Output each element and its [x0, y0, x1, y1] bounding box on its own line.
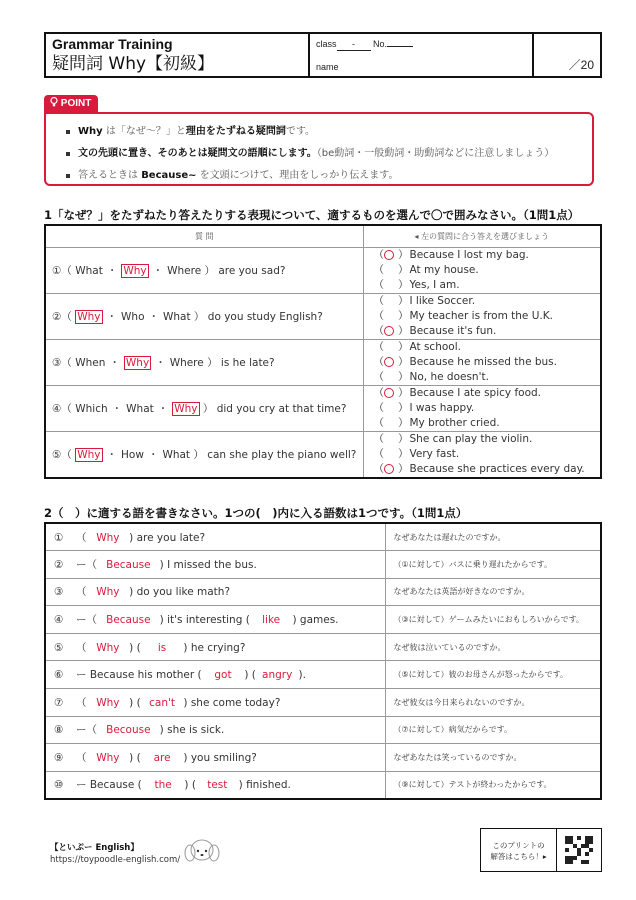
answer-cell [363, 339, 601, 385]
exercise-text: ) ( [181, 779, 200, 792]
answer-bracket[interactable] [374, 370, 410, 385]
choice-correct[interactable]: Why [125, 356, 150, 369]
exercise-number: ⑧ [54, 724, 64, 737]
question-row [45, 431, 601, 478]
bracket-open: （ [373, 401, 384, 414]
bracket-close: ） [398, 370, 409, 383]
brand-name: 【といぷー English】 [50, 843, 139, 853]
bracket-open: （ [61, 356, 76, 369]
question-text: are you sad? [215, 264, 286, 277]
exercise-text: ) it's interesting ( [156, 614, 254, 627]
name-label: name [316, 62, 339, 72]
exercise-number: ③ [54, 586, 64, 599]
choice[interactable]: What [126, 402, 154, 415]
choice-correct[interactable]: Why [77, 310, 101, 323]
answer-cell [363, 431, 601, 478]
title-japanese: 疑問詞 Why【初級】 [52, 54, 215, 74]
worksheet-header [44, 32, 602, 78]
bracket-open: （ [373, 309, 384, 322]
choice[interactable]: Where [167, 264, 202, 277]
no-label: No. [373, 39, 388, 49]
answer-option[interactable] [374, 370, 601, 385]
bracket-close: ） [398, 355, 409, 368]
choice-separator: ・ [152, 264, 164, 277]
answer-blank[interactable]: Because [106, 614, 151, 627]
answer-cell [363, 293, 601, 339]
exercise-number: ⑨ [54, 752, 64, 765]
exercise-row [45, 771, 601, 799]
point-item [66, 143, 592, 165]
circle-mark-icon [384, 357, 394, 367]
exercise-text: ー（ [76, 558, 101, 571]
exercise-text: ) ( [240, 669, 260, 682]
exercise-number: ② [54, 558, 64, 571]
answer-bracket[interactable] [374, 355, 410, 370]
bracket-open: （ [373, 294, 384, 307]
choice[interactable]: What [163, 310, 191, 323]
exercise-number: ⑤ [54, 641, 64, 654]
circle-mark-icon [384, 326, 394, 336]
choice[interactable]: What [75, 264, 103, 277]
exercise-cell [45, 578, 385, 606]
question-number: ⑤ [52, 448, 62, 461]
answer-text: Yes, I am. [409, 278, 460, 291]
exercise-text: ) you smiling? [180, 752, 257, 765]
point-text: 答えるときは [78, 170, 142, 181]
answer-option[interactable] [374, 278, 601, 293]
japanese-translation: （③に対して）ゲームみたいにおもしろいからです。 [385, 606, 601, 634]
bracket-close: ） [398, 401, 409, 414]
class-label: class [316, 39, 337, 49]
answer-bracket[interactable] [374, 462, 410, 477]
qr-code[interactable] [557, 829, 601, 871]
answer-bracket[interactable] [374, 248, 410, 263]
bracket-open: （ [61, 402, 76, 415]
answer-blank[interactable]: are [153, 752, 171, 765]
answer-option[interactable] [374, 432, 601, 447]
point-text: です。 [285, 126, 316, 137]
answer-link-text[interactable] [481, 829, 557, 871]
choice-correct[interactable]: Why [123, 264, 147, 277]
answer-text: I was happy. [409, 401, 475, 414]
japanese-translation: （①に対して）バスに乗り遅れたからです。 [385, 551, 601, 579]
answer-option[interactable] [374, 340, 601, 355]
poodle-icon [182, 835, 222, 865]
exercise-number: ④ [54, 614, 64, 627]
answer-text: I like Soccer. [409, 294, 476, 307]
choice[interactable]: Who [121, 310, 145, 323]
japanese-translation: （⑦に対して）病気だからです。 [385, 716, 601, 744]
exercise-row [45, 716, 601, 744]
answer-bracket[interactable] [374, 324, 410, 339]
answer-blank[interactable]: Why [96, 531, 120, 544]
japanese-translation: なぜあなたは遅れたのですか。 [385, 523, 601, 551]
choice[interactable]: Which [75, 402, 108, 415]
score-box [534, 34, 600, 76]
bracket-open: （ [61, 264, 76, 277]
answer-blank[interactable]: is [157, 641, 167, 654]
circle-mark-icon [384, 388, 394, 398]
answer-text: My brother cried. [409, 416, 500, 429]
answer-blank[interactable]: got [214, 669, 232, 682]
bracket-close: ） [398, 462, 409, 475]
choice-separator: ・ [109, 356, 120, 369]
point-item [66, 121, 592, 143]
bracket-close: ） [398, 309, 409, 322]
answer-bracket[interactable] [374, 309, 410, 324]
question-number: ④ [52, 402, 62, 415]
answer-bracket[interactable] [374, 447, 410, 462]
exercise-row [45, 523, 601, 551]
exercise-number: ⑥ [54, 669, 64, 682]
question-row [45, 247, 601, 293]
point-text: （be動詞・一般動詞・助動詞などに注意しましょう） [316, 148, 555, 159]
exercise-text: （ [76, 696, 90, 709]
bracket-open: （ [373, 370, 384, 383]
answer-text: At my house. [409, 263, 479, 276]
choice[interactable]: Where [169, 356, 204, 369]
bracket-close: ） [398, 447, 409, 460]
exercise-row [45, 633, 601, 661]
exercise-row [45, 689, 601, 717]
answer-option[interactable] [374, 416, 601, 431]
answer-text: Because I ate spicy food. [409, 386, 542, 399]
exercise-number: ⑩ [54, 779, 64, 792]
exercise-cell [45, 689, 385, 717]
section1-title: 1「なぜ？」をたずねたり答えたりする表現について、適するものを選んで〇で囲みなさい。（1問1点） [44, 208, 580, 222]
choice[interactable]: What [162, 448, 191, 461]
question-number: ② [52, 310, 62, 323]
bracket-open: （ [61, 310, 76, 323]
bracket-open: （ [373, 462, 384, 475]
choice-separator: ・ [106, 310, 118, 323]
answer-blank[interactable]: can't [149, 696, 175, 709]
exercise-text: ) he crying? [180, 641, 246, 654]
bracket-open: （ [373, 355, 384, 368]
point-label: POINT [60, 98, 92, 109]
exercise-cell [45, 744, 385, 772]
question-row [45, 339, 601, 385]
answer-blank[interactable]: Why [96, 752, 120, 765]
choice-correct[interactable]: Why [77, 448, 101, 461]
answer-option[interactable] [374, 309, 601, 324]
answer-text: Because he missed the bus. [409, 355, 557, 368]
exercise-text: ) she come today? [180, 696, 281, 709]
japanese-translation: なぜあなたは笑っているのですか。 [385, 744, 601, 772]
answer-line2: 解答はこちら！▸ [490, 852, 547, 861]
question-number: ③ [52, 356, 62, 369]
point-text: 理由をたずねる疑問詞 [185, 126, 286, 137]
exercise-row [45, 744, 601, 772]
question-text: can she play the piano well? [203, 448, 357, 461]
answer-cell [363, 247, 601, 293]
question-cell [45, 385, 363, 431]
answer-text: No, he doesn't. [409, 370, 489, 383]
exercise-cell [45, 661, 385, 689]
exercise-text: ) are you late? [125, 531, 206, 544]
question-cell [45, 247, 363, 293]
exercise-cell [45, 606, 385, 634]
answer-bracket[interactable] [374, 432, 410, 447]
answer-option[interactable] [374, 324, 601, 339]
exercise-cell [45, 716, 385, 744]
point-tab [44, 95, 98, 112]
title-block [46, 34, 310, 76]
exercise-cell [45, 771, 385, 799]
answer-text: Very fast. [409, 447, 460, 460]
column-header-answer: ◂ 左の質問に合う答えを選びましょう [363, 225, 601, 247]
answer-text: At school. [409, 340, 461, 353]
japanese-translation: （⑨に対して）テストが終わったからです。 [385, 771, 601, 799]
answer-blank[interactable]: Why [96, 641, 120, 654]
exercise-text: ー（ [76, 724, 101, 737]
japanese-translation: （⑤に対して）彼のお母さんが怒ったからです。 [385, 661, 601, 689]
choice-separator: ・ [155, 356, 166, 369]
answer-text: Because she practices every day. [409, 462, 585, 475]
answer-link-box[interactable] [480, 828, 602, 872]
exercise-text: ). [295, 669, 306, 682]
section2-table [44, 522, 602, 800]
no-field[interactable] [387, 46, 413, 47]
bracket-close: ） [398, 432, 409, 445]
column-header-question: 質 問 [45, 225, 363, 247]
exercise-row [45, 606, 601, 634]
question-cell [45, 431, 363, 478]
answer-bracket[interactable] [374, 278, 410, 293]
bracket-close: ） [398, 340, 409, 353]
answer-option[interactable] [374, 355, 601, 370]
answer-blank[interactable]: like [262, 614, 281, 627]
exercise-text: （ [76, 641, 90, 654]
answer-line1: このプリントの [492, 841, 545, 850]
choice[interactable]: How [121, 448, 144, 461]
exercise-text: ) I missed the bus. [156, 558, 257, 571]
score-total: ／20 [568, 58, 594, 72]
exercise-text: （ [76, 531, 90, 544]
question-cell [45, 293, 363, 339]
bracket-close: ） [398, 278, 409, 291]
student-info [310, 34, 534, 76]
question-row [45, 293, 601, 339]
choice-separator: ・ [111, 402, 123, 415]
answer-blank[interactable]: test [207, 779, 228, 792]
choice-correct[interactable]: Why [174, 402, 198, 415]
point-text: Because~ [141, 170, 197, 181]
footer-brand [50, 842, 180, 866]
answer-bracket[interactable] [374, 401, 410, 416]
exercise-row [45, 661, 601, 689]
answer-blank[interactable]: Because [106, 558, 151, 571]
question-text: do you study English? [204, 310, 323, 323]
exercise-text: ) do you like math? [125, 586, 231, 599]
choice-separator: ・ [106, 448, 118, 461]
question-text: did you cry at that time? [213, 402, 347, 415]
bracket-close: ） [398, 263, 409, 276]
bracket-close: ） [398, 294, 409, 307]
point-text: は「なぜ～？」と [102, 126, 186, 137]
exercise-text: ) she is sick. [156, 724, 225, 737]
answer-blank[interactable]: the [154, 779, 172, 792]
exercise-cell [45, 551, 385, 579]
bracket-close: ） [190, 448, 204, 461]
bracket-open: （ [373, 278, 384, 291]
exercise-text: （ [76, 752, 90, 765]
exercise-text: ー Because ( [76, 779, 146, 792]
answer-bracket[interactable] [374, 340, 410, 355]
bracket-close: ） [201, 264, 216, 277]
answer-blank[interactable]: Becouse [106, 724, 151, 737]
point-text: を文頭につけて、理由をしっかり伝えます。 [196, 170, 399, 181]
circle-mark-icon [384, 250, 394, 260]
exercise-text: ) ( [125, 752, 145, 765]
bracket-close: ） [190, 310, 205, 323]
exercise-text: ) ( [125, 641, 145, 654]
choice-separator: ・ [148, 310, 159, 323]
bracket-open: （ [373, 432, 384, 445]
title-english: Grammar Training [52, 36, 173, 52]
question-row [45, 385, 601, 431]
bracket-open: （ [373, 263, 384, 276]
answer-text: Because it's fun. [409, 324, 497, 337]
bracket-open: （ [373, 248, 384, 261]
exercise-number: ① [54, 531, 64, 544]
exercise-text: ) finished. [235, 779, 291, 792]
choice[interactable]: When [75, 356, 106, 369]
exercise-text: ー（ [76, 614, 101, 627]
question-number: ① [52, 264, 62, 277]
answer-cell [363, 385, 601, 431]
exercise-number: ⑦ [54, 696, 64, 709]
exercise-text: ) games. [289, 614, 339, 627]
qr-code-icon [565, 836, 593, 864]
answer-bracket[interactable] [374, 386, 410, 401]
bracket-close: ） [398, 248, 409, 261]
answer-option[interactable] [374, 386, 601, 401]
lightbulb-icon [50, 97, 58, 107]
choice-separator: ・ [106, 264, 118, 277]
exercise-text: ー Because his mother ( [76, 669, 205, 682]
bracket-close: ） [199, 402, 214, 415]
point-item [66, 165, 592, 187]
exercise-text: （ [76, 586, 90, 599]
section1-table [44, 224, 602, 479]
exercise-cell [45, 523, 385, 551]
answer-blank[interactable]: angry [262, 669, 293, 682]
answer-bracket[interactable] [374, 294, 410, 309]
bracket-open: （ [373, 324, 384, 337]
choice-separator: ・ [147, 448, 159, 461]
japanese-translation: なぜ彼女は今日来られないのですか。 [385, 689, 601, 717]
answer-option[interactable] [374, 263, 601, 278]
bracket-open: （ [61, 448, 76, 461]
class-field[interactable]: - [337, 38, 371, 51]
section2-title: 2（ ）に適する語を書きなさい。1つの( )内に入る語数は1つです。（1問1点） [44, 506, 468, 520]
answer-blank[interactable]: Why [96, 696, 120, 709]
exercise-row [45, 578, 601, 606]
answer-option[interactable] [374, 462, 601, 477]
bracket-close: ） [203, 356, 218, 369]
question-cell [45, 339, 363, 385]
point-box [44, 112, 594, 186]
bracket-open: （ [373, 416, 384, 429]
exercise-text: ) ( [125, 696, 145, 709]
answer-bracket[interactable] [374, 263, 410, 278]
answer-text: My teacher is from the U.K. [409, 309, 553, 322]
answer-option[interactable] [374, 447, 601, 462]
answer-blank[interactable]: Why [96, 586, 120, 599]
answer-option[interactable] [374, 401, 601, 416]
exercise-row [45, 551, 601, 579]
answer-text: She can play the violin. [409, 432, 533, 445]
bracket-open: （ [373, 386, 384, 399]
circle-mark-icon [384, 464, 394, 474]
answer-option[interactable] [374, 294, 601, 309]
answer-bracket[interactable] [374, 416, 410, 431]
japanese-translation: なぜ彼は泣いているのですか。 [385, 633, 601, 661]
question-text: is he late? [217, 356, 275, 369]
point-text: Why [78, 126, 103, 137]
bracket-close: ） [398, 386, 409, 399]
answer-option[interactable] [374, 248, 601, 263]
bracket-open: （ [373, 340, 384, 353]
answer-text: Because I lost my bag. [409, 248, 529, 261]
japanese-translation: なぜあなたは英語が好きなのですか。 [385, 578, 601, 606]
point-text: 文の先頭に置き、そのあとは疑問文の語順にします。 [78, 148, 317, 159]
bracket-open: （ [373, 447, 384, 460]
bracket-close: ） [398, 324, 409, 337]
brand-url[interactable]: https://toypoodle-english.com/ [50, 855, 181, 865]
bracket-close: ） [398, 416, 409, 429]
exercise-cell [45, 633, 385, 661]
choice-separator: ・ [157, 402, 169, 415]
